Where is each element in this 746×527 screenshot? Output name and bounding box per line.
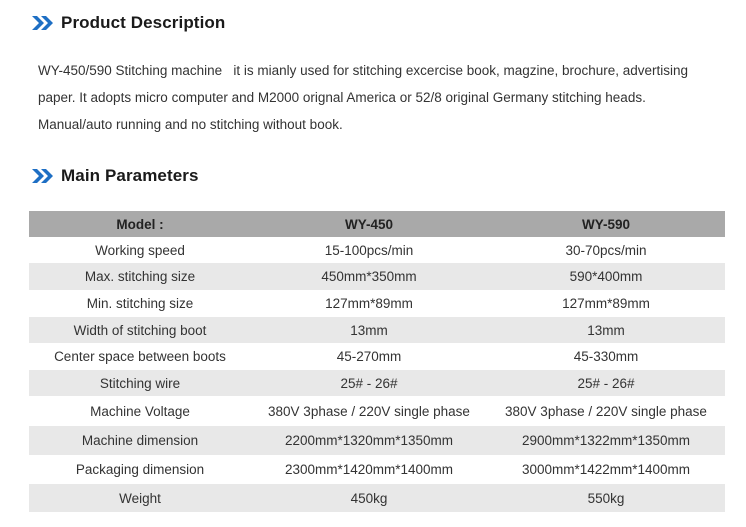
row-label: Machine dimension xyxy=(81,433,199,448)
table-row xyxy=(29,370,725,396)
wy450-value: 450kg xyxy=(350,490,388,506)
product-description-heading xyxy=(31,11,225,35)
main-parameters-heading xyxy=(31,164,199,188)
row-label: Working speed xyxy=(95,242,185,258)
table-row xyxy=(29,455,725,484)
wy590-value: 3000mm*1422mm*1400mm xyxy=(521,462,691,477)
row-label: Stitching wire xyxy=(99,375,181,391)
row-label: Min. stitching size xyxy=(86,296,194,311)
wy590-value: 25# - 26# xyxy=(577,375,635,391)
table-row xyxy=(29,343,725,370)
wy590-value: 127mm*89mm xyxy=(562,296,650,311)
column-header-wy450: WY-450 xyxy=(344,216,394,232)
double-chevron-right-icon xyxy=(31,167,57,185)
table-row xyxy=(29,396,725,426)
wy450-value: 45-270mm xyxy=(336,349,402,364)
wy590-value: 45-330mm xyxy=(573,349,639,364)
table-row xyxy=(29,290,725,317)
table-row xyxy=(29,484,725,512)
table-header-row xyxy=(29,211,725,237)
wy590-value: 550kg xyxy=(587,490,625,506)
wy590-value: 30-70pcs/min xyxy=(565,242,647,258)
wy450-value: 25# - 26# xyxy=(340,375,398,391)
row-label: Center space between boots xyxy=(54,349,226,364)
wy450-value: 380V 3phase / 220V single phase xyxy=(268,403,470,419)
wy450-value: 15-100pcs/min xyxy=(324,242,414,258)
section-title: Product Description xyxy=(61,13,226,32)
table-row xyxy=(29,263,725,290)
wy590-value: 2900mm*1322mm*1350mm xyxy=(521,433,691,448)
product-description-text: WY-450/590 Stitching machine it is mianly used for stitching excercise book, magzine, brochure, advertising paper. It adopts micro computer and M2000 orignal America or 52/8 original Germany stitching heads. Manual/auto running and no stitching without book. xyxy=(38,63,692,132)
column-header-model: Model : xyxy=(116,216,164,232)
wy590-value: 380V 3phase / 220V single phase xyxy=(505,403,707,419)
table-row xyxy=(29,237,725,263)
wy450-value: 2300mm*1420mm*1400mm xyxy=(284,462,454,477)
row-label: Width of stitching boot xyxy=(73,322,207,338)
column-header-wy590: WY-590 xyxy=(581,216,631,232)
section-title: Main Parameters xyxy=(61,166,199,185)
wy450-value: 127mm*89mm xyxy=(325,296,413,311)
row-label: Max. stitching size xyxy=(84,269,196,284)
double-chevron-right-icon xyxy=(31,14,57,32)
wy450-value: 450mm*350mm xyxy=(321,269,417,284)
wy590-value: 13mm xyxy=(587,322,625,338)
parameters-table xyxy=(29,211,725,512)
wy450-value: 13mm xyxy=(350,322,388,338)
table-row xyxy=(29,317,725,343)
table-row xyxy=(29,426,725,455)
row-label: Machine Voltage xyxy=(90,403,190,419)
row-label: Packaging dimension xyxy=(75,462,205,477)
row-label: Weight xyxy=(119,490,161,506)
wy590-value: 590*400mm xyxy=(569,269,643,284)
wy450-value: 2200mm*1320mm*1350mm xyxy=(284,433,454,448)
